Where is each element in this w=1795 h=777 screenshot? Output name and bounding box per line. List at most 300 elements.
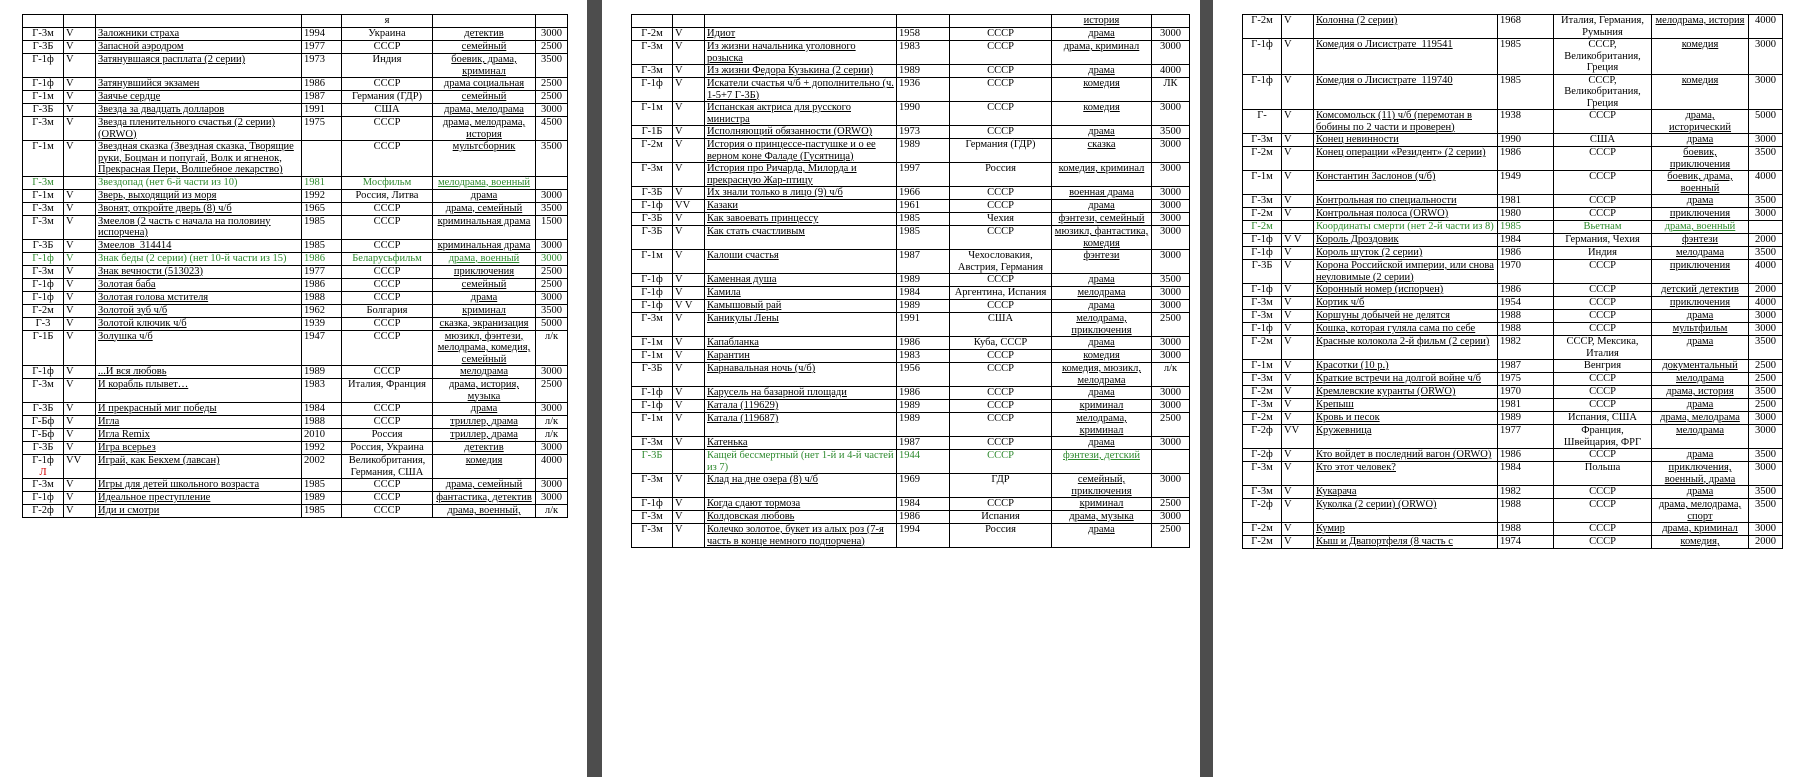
shelf-code-cell (23, 176, 64, 189)
code-text: Г-1ф (641, 200, 663, 211)
price-text: 3000 (1755, 208, 1776, 219)
code-text: Г-2м (32, 304, 54, 316)
price-text: 5000 (541, 317, 562, 329)
country-text: СССР (987, 363, 1014, 374)
v-text: V (675, 437, 683, 448)
price-cell (536, 176, 568, 189)
country-cell (950, 250, 1052, 274)
genre-cell (1652, 399, 1749, 412)
film-title-cell (96, 141, 302, 177)
year-cell (897, 387, 950, 400)
film-title-cell (705, 213, 897, 226)
table-row (632, 126, 1190, 139)
price-cell (1152, 274, 1190, 287)
table-row (1243, 536, 1783, 549)
code-text: Г-3м (32, 117, 54, 128)
v-text: V (66, 304, 74, 316)
check-mark-cell (64, 54, 96, 78)
code-text: Г-2м (1251, 536, 1273, 547)
code-text: Г-3Б (32, 403, 54, 414)
table-row (1243, 523, 1783, 536)
year-cell (897, 65, 950, 78)
country-cell (950, 200, 1052, 213)
code-text: Г-2ф (32, 505, 54, 516)
genre-text: драма (470, 189, 498, 201)
table-row (23, 28, 568, 41)
shelf-code-cell (1243, 234, 1282, 247)
film-title-cell (1314, 536, 1498, 549)
country-cell (950, 102, 1052, 126)
year-cell (897, 474, 950, 498)
check-mark-cell (673, 250, 705, 274)
year-text: 1986 (1500, 449, 1521, 460)
table-row (632, 274, 1190, 287)
year-cell (1498, 260, 1554, 284)
year-cell (1498, 323, 1554, 336)
year-text: 1983 (304, 379, 325, 390)
price-cell (536, 104, 568, 117)
check-mark-cell (64, 15, 96, 28)
shelf-code-cell (632, 15, 673, 28)
country-cell (950, 400, 1052, 413)
shelf-code-cell (23, 104, 64, 117)
year-cell (1498, 536, 1554, 549)
v-text: V (66, 78, 74, 89)
check-mark-cell (673, 200, 705, 213)
price-cell (1152, 387, 1190, 400)
genre-text: драма, мелодрама, история (442, 117, 526, 140)
country-cell (1554, 39, 1652, 75)
check-mark-cell (64, 41, 96, 54)
country-text: Беларусьфильм (352, 252, 422, 264)
year-text: 1989 (1500, 412, 1521, 423)
price-cell (536, 416, 568, 429)
price-cell (536, 366, 568, 379)
title-text: Змеелов_314414 (98, 239, 172, 251)
code-text: Г-2м (1251, 523, 1273, 534)
country-text: СССР (1589, 486, 1616, 497)
check-mark-cell (673, 400, 705, 413)
country-text: СССР (1589, 386, 1616, 397)
title-text: Игра всерьез (98, 442, 156, 453)
country-text: Венгрия (1583, 360, 1622, 371)
year-cell (1498, 360, 1554, 373)
genre-text: драма, мелодрама (444, 104, 524, 115)
v-text: V (675, 187, 683, 198)
check-mark-cell (1282, 147, 1314, 171)
genre-cell (433, 91, 536, 104)
country-cell (950, 41, 1052, 65)
country-cell (342, 304, 433, 317)
v-text: V (675, 387, 683, 398)
genre-cell (1052, 163, 1152, 187)
code-text: Г-1ф (32, 252, 54, 264)
genre-text: детектив (464, 28, 504, 39)
genre-cell (1052, 300, 1152, 313)
country-text: СССР (1589, 297, 1616, 308)
genre-text: драма (1088, 200, 1115, 211)
price-text: 3000 (541, 104, 562, 115)
shelf-code-cell (23, 54, 64, 78)
film-title-cell (96, 455, 302, 479)
check-mark-cell (64, 91, 96, 104)
year-cell (302, 54, 342, 78)
title-text: Кащей бессмертный (нет 1-й и 4-й частей из 7) (707, 450, 894, 473)
country-cell (1554, 386, 1652, 399)
v-text: VV (1284, 425, 1300, 436)
code-text: Г-2м (1251, 336, 1273, 347)
title-text: Заложники страха (98, 28, 180, 39)
year-cell (1498, 234, 1554, 247)
country-cell (1554, 310, 1652, 323)
genre-text: семейный (461, 41, 507, 52)
code-text: Г-1ф (641, 498, 663, 509)
genre-text: комедия (1681, 74, 1719, 86)
table-row (23, 202, 568, 215)
genre-text: драма (1088, 28, 1115, 39)
price-cell (1152, 511, 1190, 524)
genre-cell (433, 189, 536, 202)
country-cell (342, 505, 433, 518)
genre-text: мультсборник (452, 141, 516, 152)
film-title-cell (1314, 310, 1498, 323)
year-text: 1939 (304, 317, 325, 329)
shelf-code-cell (23, 28, 64, 41)
country-cell (1554, 221, 1652, 234)
v-text: VV (675, 200, 691, 211)
shelf-code-cell (23, 117, 64, 141)
table-row (1243, 195, 1783, 208)
title-text: История про Ричарда, Милорда и прекрасную Жар-птицу (707, 163, 857, 186)
country-text: Индия (372, 54, 402, 65)
table-row (1243, 208, 1783, 221)
price-text: 3000 (1160, 387, 1181, 398)
year-cell (302, 104, 342, 117)
shelf-code-cell (23, 492, 64, 505)
genre-text: фэнтези (1083, 250, 1120, 261)
shelf-code-cell (1243, 74, 1282, 110)
year-cell (1498, 134, 1554, 147)
year-cell (1498, 523, 1554, 536)
check-mark-cell (64, 28, 96, 41)
film-title-cell (1314, 134, 1498, 147)
price-text: 3500 (1755, 147, 1776, 158)
film-title-cell (705, 163, 897, 187)
title-text: Камышовый рай (707, 300, 782, 311)
shelf-code-cell (1243, 297, 1282, 310)
code-text: Г-3м (1251, 195, 1273, 206)
country-text: СССР (987, 274, 1014, 285)
film-title-cell (1314, 399, 1498, 412)
year-cell (302, 330, 342, 366)
genre-text: сказка, экранизация (439, 317, 529, 329)
v-text: V (1284, 15, 1292, 26)
genre-cell (1652, 247, 1749, 260)
year-cell (1498, 412, 1554, 425)
check-mark-cell (673, 450, 705, 474)
code-text: Г-3м (32, 28, 54, 39)
film-title-cell (96, 54, 302, 78)
table-row (1243, 247, 1783, 260)
year-cell (1498, 386, 1554, 399)
film-title-cell (705, 337, 897, 350)
genre-text: приключения (453, 265, 515, 277)
title-text: Звездопад (нет 6-й части из 10) (98, 176, 238, 188)
year-text: 1987 (899, 437, 920, 448)
v-text: V (1284, 208, 1292, 219)
title-text: Кто войдет в последний вагон (ORWO) (1316, 449, 1492, 460)
shelf-code-cell (632, 41, 673, 65)
v-text: V (675, 511, 683, 522)
v-text: V (66, 202, 74, 214)
genre-cell (433, 403, 536, 416)
genre-cell (433, 15, 536, 28)
year-text: 1990 (1500, 134, 1521, 145)
check-mark-cell (1282, 323, 1314, 336)
shelf-code-cell (1243, 425, 1282, 449)
title-text: Звездная сказка (Звездная сказка, Творящие руки, Боцман и попугай, Волк и ягненок, Прекрасная Пери, Волшебное лекарство) (98, 141, 294, 175)
country-cell (342, 442, 433, 455)
table-row (632, 350, 1190, 363)
price-text: 3000 (541, 291, 562, 303)
country-text: СССР (1589, 195, 1616, 206)
year-cell (1498, 195, 1554, 208)
price-cell (1152, 200, 1190, 213)
table-row (1243, 310, 1783, 323)
title-text: Конец невинности (1316, 134, 1399, 145)
price-cell (1152, 139, 1190, 163)
check-mark-cell (673, 78, 705, 102)
year-text: 1966 (899, 187, 920, 198)
year-text: 1985 (899, 213, 920, 224)
price-text: 3000 (1160, 300, 1181, 311)
genre-text: мюзикл, фэнтези, мелодрама, комедия, семейный (437, 330, 531, 365)
price-text: 2000 (1755, 284, 1776, 295)
price-text: 2500 (541, 278, 562, 290)
shelf-code-cell (632, 187, 673, 200)
shelf-code-cell (1243, 412, 1282, 425)
v-text: V V (675, 300, 693, 311)
genre-text: драма (1088, 300, 1115, 311)
v-text: V (1284, 336, 1292, 347)
year-cell (302, 117, 342, 141)
price-text: 3000 (1755, 39, 1776, 50)
price-text: л/к (544, 330, 559, 342)
red-mark-text: Л (39, 466, 47, 478)
country-text: Индия (1588, 247, 1617, 258)
country-text: СССР (987, 187, 1014, 198)
country-text: Чехословакия, Австрия, Германия (957, 250, 1044, 273)
table-row (632, 78, 1190, 102)
film-title-cell (705, 187, 897, 200)
code-text: Г-3м (641, 511, 663, 522)
year-text: 1989 (899, 139, 920, 150)
year-cell (1498, 147, 1554, 171)
price-text: 3500 (1755, 486, 1776, 497)
film-title-cell (96, 104, 302, 117)
code-text: Г-1ф (32, 291, 54, 303)
price-cell (1749, 386, 1783, 399)
film-title-cell (1314, 462, 1498, 486)
year-cell (302, 265, 342, 278)
check-mark-cell (1282, 134, 1314, 147)
year-cell (897, 437, 950, 450)
film-title-cell (705, 413, 897, 437)
year-cell (302, 91, 342, 104)
country-text: СССР (1589, 284, 1616, 295)
film-title-cell (705, 511, 897, 524)
price-cell (536, 505, 568, 518)
country-text: СССР (987, 400, 1014, 411)
film-title-cell (705, 200, 897, 213)
genre-cell (1052, 524, 1152, 548)
v-text: V (1284, 449, 1292, 460)
genre-text: драма, военный (448, 252, 520, 264)
year-text: 1961 (899, 200, 920, 211)
year-text: 2010 (304, 429, 325, 440)
code-text: Г-3м (32, 176, 54, 188)
table-row (1243, 462, 1783, 486)
film-title-cell (96, 479, 302, 492)
country-cell (342, 28, 433, 41)
check-mark-cell (1282, 310, 1314, 323)
film-title-cell (1314, 449, 1498, 462)
shelf-code-cell (1243, 147, 1282, 171)
country-text: СССР (373, 479, 401, 490)
check-mark-cell (64, 104, 96, 117)
country-cell (950, 187, 1052, 200)
genre-text: детектив (464, 442, 504, 453)
film-title-cell (705, 524, 897, 548)
year-cell (1498, 373, 1554, 386)
shelf-code-cell (23, 41, 64, 54)
table-row (1243, 412, 1783, 425)
check-mark-cell (64, 176, 96, 189)
genre-text: история (1083, 15, 1120, 26)
film-title-cell (1314, 110, 1498, 134)
check-mark-cell (1282, 171, 1314, 195)
v-text: V (675, 250, 683, 261)
film-title-cell (96, 442, 302, 455)
table-row (1243, 110, 1783, 134)
year-cell (1498, 310, 1554, 323)
price-cell (1749, 462, 1783, 486)
shelf-code-cell (1243, 195, 1282, 208)
shelf-code-cell (1243, 15, 1282, 39)
shelf-code-cell (632, 200, 673, 213)
price-text: 3000 (1160, 437, 1181, 448)
price-cell (1152, 15, 1190, 28)
code-text: Г-1ф (641, 78, 663, 89)
title-text: Змеелов (2 часть с начала на половину испорчена) (98, 215, 271, 238)
title-text: Золушка ч/б (98, 330, 153, 342)
country-cell (950, 300, 1052, 313)
country-text: Чехия (986, 213, 1015, 224)
genre-cell (433, 291, 536, 304)
price-cell (1749, 110, 1783, 134)
genre-cell (1052, 437, 1152, 450)
genre-cell (433, 41, 536, 54)
genre-cell (1052, 400, 1152, 413)
v-text: V (1284, 399, 1292, 410)
v-text: V (66, 41, 74, 52)
shelf-code-cell (632, 287, 673, 300)
genre-cell (1652, 284, 1749, 297)
film-title-cell (1314, 39, 1498, 75)
code-text: Г-3м (32, 215, 54, 227)
film-catalog-table (631, 14, 1190, 548)
price-text: 3000 (541, 442, 562, 453)
price-text: 3000 (1755, 323, 1776, 334)
year-text: 1986 (899, 337, 920, 348)
shelf-code-cell (1243, 260, 1282, 284)
price-cell (1749, 523, 1783, 536)
title-text: Катала (119687) (707, 413, 779, 424)
catalog-page-3 (1213, 0, 1795, 777)
check-mark-cell (1282, 462, 1314, 486)
code-text: Г-3м (641, 474, 663, 485)
title-text: Краткие встречи на долгой войне ч/б (1316, 373, 1482, 384)
check-mark-cell (673, 511, 705, 524)
price-text: 3000 (1160, 287, 1181, 298)
title-text: Красные колокола 2-й фильм (2 серии) (1316, 336, 1490, 347)
price-text: 4000 (541, 455, 562, 466)
genre-cell (433, 492, 536, 505)
genre-cell (1652, 323, 1749, 336)
table-row (632, 450, 1190, 474)
year-cell (1498, 284, 1554, 297)
genre-text: приключения (1669, 208, 1731, 219)
year-cell (302, 416, 342, 429)
v-text: V (66, 442, 74, 453)
title-text: Каменная душа (707, 274, 777, 285)
code-text: Г-3Б (32, 41, 54, 52)
code-text: Г-1ф (641, 387, 663, 398)
year-text: 1985 (304, 239, 325, 251)
year-cell (1498, 208, 1554, 221)
country-text: Германия (ГДР) (351, 91, 423, 102)
genre-cell (1052, 498, 1152, 511)
country-text: СССР (987, 126, 1014, 137)
title-text: Куколка (2 серии) (ORWO) (1316, 499, 1437, 510)
price-cell (1152, 450, 1190, 474)
genre-cell (433, 304, 536, 317)
code-text: Г-1ф (641, 300, 663, 311)
check-mark-cell (64, 505, 96, 518)
film-title-cell (1314, 15, 1498, 39)
genre-cell (1652, 523, 1749, 536)
check-mark-cell (1282, 360, 1314, 373)
year-text: 1974 (1500, 536, 1521, 547)
v-text: V (675, 313, 683, 324)
v-text: V (66, 492, 74, 503)
table-row (632, 213, 1190, 226)
table-row (632, 187, 1190, 200)
shelf-code-cell (23, 330, 64, 366)
film-title-cell (1314, 147, 1498, 171)
v-text: V (1284, 284, 1292, 295)
code-text: Г-3м (641, 437, 663, 448)
country-text: СССР (1589, 260, 1616, 271)
shelf-code-cell (632, 413, 673, 437)
film-title-cell (96, 291, 302, 304)
v-text: V (66, 104, 74, 115)
film-title-cell (96, 265, 302, 278)
title-text: Контрольная по специальности (1316, 195, 1457, 206)
year-cell (302, 278, 342, 291)
country-text: СССР (1589, 208, 1616, 219)
year-cell (1498, 399, 1554, 412)
